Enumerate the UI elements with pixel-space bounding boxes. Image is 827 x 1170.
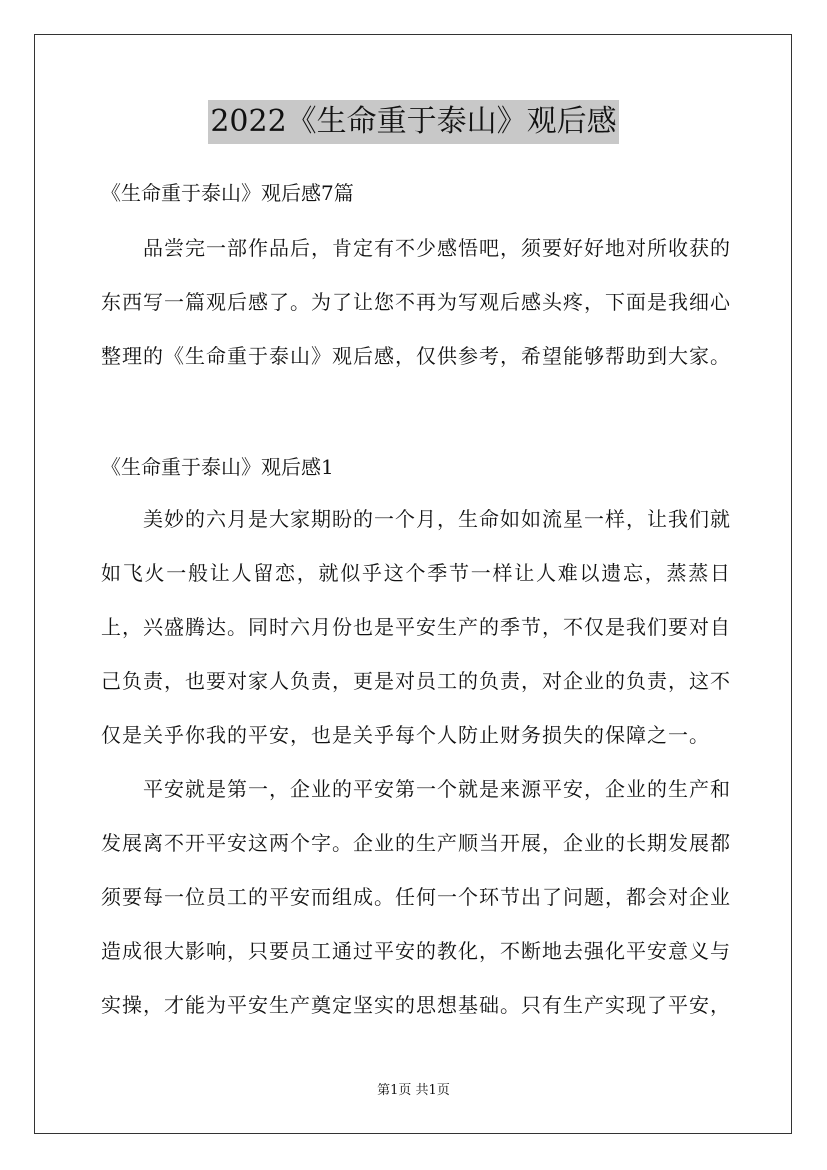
- body-paragraph-2: 平安就是第一，企业的平安第一个就是来源平安，企业的生产和发展离不开平安这两个字。企业的生产顺当开展，企业的长期发展都须要每一位员工的平安而组成。任何一个环节出了问题，都会对企业造成很大影响，只要员工通过平安的教化，不断地去强化平安意义与实操，才能为平安生产奠定坚实的思想基础。只有生产实现了平安，: [101, 777, 731, 1017]
- title-wrap: [0, 100, 827, 144]
- document-title: 2022《生命重于泰山》观后感: [208, 100, 618, 144]
- page-footer: 第1页 共1页: [377, 1083, 450, 1098]
- section-heading: 《生命重于泰山》观后感1: [101, 455, 334, 479]
- document-subtitle: 《生命重于泰山》观后感7篇: [101, 181, 354, 205]
- body-paragraph-1: 美妙的六月是大家期盼的一个月，生命如如流星一样，让我们就如飞火一般让人留恋，就似乎这个季节一样让人难以遗忘，蒸蒸日上，兴盛腾达。同时六月份也是平安生产的季节，不仅是我们要对自己负责，也要对家人负责，更是对员工的负责，对企业的负责，这不仅是关乎你我的平安，也是关乎每个人防止财务损失的保障之一。: [101, 507, 731, 747]
- intro-paragraph: 品尝完一部作品后，肯定有不少感悟吧，须要好好地对所收获的东西写一篇观后感了。为了让您不再为写观后感头疼，下面是我细心整理的《生命重于泰山》观后感，仅供参考，希望能够帮助到大家。: [101, 236, 731, 368]
